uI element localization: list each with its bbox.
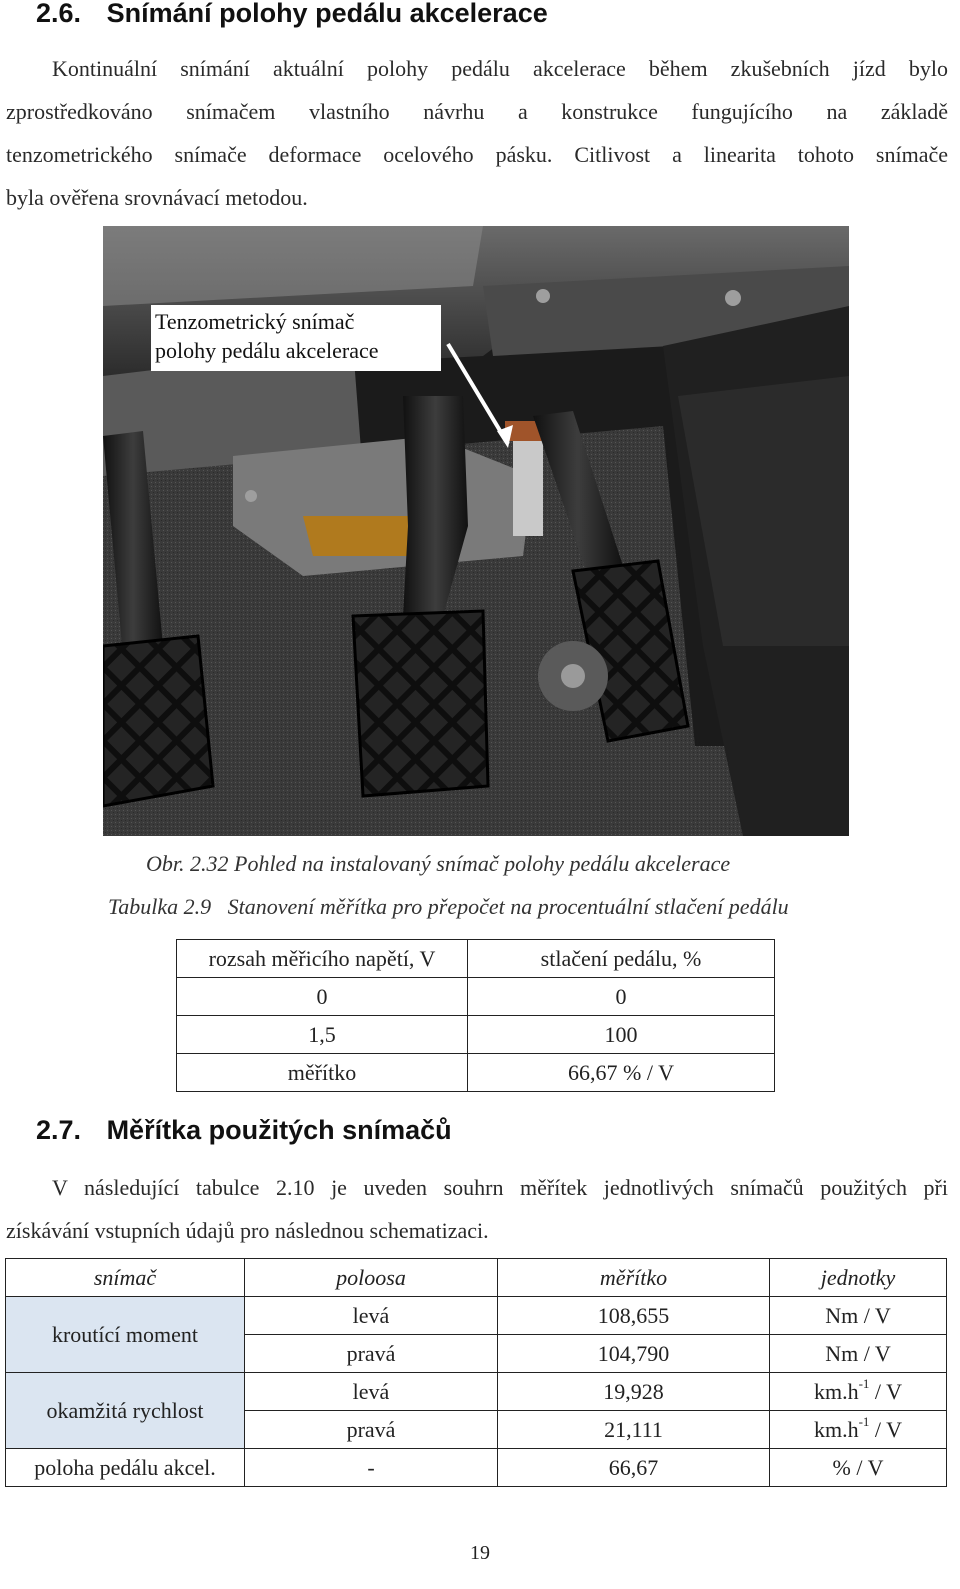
table-cell: 104,790 xyxy=(498,1335,770,1373)
table-cell: pravá xyxy=(245,1411,498,1449)
unit-tail: / V xyxy=(869,1416,903,1442)
table-cell: měřítko xyxy=(177,1054,468,1092)
section-title: Snímání polohy pedálu akcelerace xyxy=(106,0,548,28)
table-cell-unit xyxy=(770,1411,947,1449)
table-header-cell: poloosa xyxy=(245,1259,498,1297)
table-cell: 21,111 xyxy=(498,1411,770,1449)
table-cell: pravá xyxy=(245,1335,498,1373)
table-header-cell: stlačení pedálu, % xyxy=(468,940,775,978)
table-cell: levá xyxy=(245,1297,498,1335)
unit-base: km.h xyxy=(813,1416,859,1442)
sensor-label-line: Tenzometrický snímač xyxy=(155,309,355,334)
scale-table xyxy=(176,939,775,1092)
unit-base: km.h xyxy=(813,1378,859,1404)
table-row xyxy=(6,1297,947,1335)
table-cell: - xyxy=(245,1449,498,1487)
paragraph-line: V následující tabulce 2.10 je uveden souhrn měřítek jednotlivých snímačů použitých při xyxy=(52,1175,948,1200)
paragraph-scales-intro xyxy=(6,1166,948,1252)
section-number: 2.7. xyxy=(36,1115,82,1145)
section-number: 2.6. xyxy=(36,0,82,28)
table-row xyxy=(177,1016,775,1054)
table-row xyxy=(6,1373,947,1411)
sensor-name-cell: poloha pedálu akcel. xyxy=(6,1449,245,1487)
table-row xyxy=(6,1449,947,1487)
table-header-row xyxy=(6,1259,947,1297)
table-cell: levá xyxy=(245,1373,498,1411)
pedal-photo xyxy=(103,226,849,836)
table-cell: % / V xyxy=(770,1449,947,1487)
page-number: 19 xyxy=(470,1542,490,1564)
paragraph-line: tenzometrického snímače deformace ocelového pásku. Citlivost a linearita tohoto snímače xyxy=(6,142,948,167)
table-cell: 0 xyxy=(468,978,775,1016)
section-title: Měřítka použitých snímačů xyxy=(106,1115,452,1145)
table-cell: 1,5 xyxy=(177,1016,468,1054)
table-header-cell: snímač xyxy=(6,1259,245,1297)
paragraph-line: zprostředkováno snímačem vlastního návrhu a konstrukce fungujícího na základě xyxy=(6,99,948,124)
unit-exponent: -1 xyxy=(858,1375,870,1391)
sensor-label-line: polohy pedálu akcelerace xyxy=(155,338,379,363)
table-cell: Nm / V xyxy=(770,1335,947,1373)
unit-exponent: -1 xyxy=(858,1413,870,1429)
table-header-row xyxy=(177,940,775,978)
unit-tail: / V xyxy=(869,1378,903,1404)
table-cell-unit xyxy=(770,1373,947,1411)
sensor-name-cell: okamžitá rychlost xyxy=(6,1373,245,1449)
sensor-label-box xyxy=(151,305,441,371)
table-cell: 100 xyxy=(468,1016,775,1054)
sensor-name-cell: kroutící moment xyxy=(6,1297,245,1373)
paragraph-line: Kontinuální snímání aktuální polohy pedálu akcelerace během zkušebních jízd bylo xyxy=(52,56,948,81)
table-row xyxy=(177,1054,775,1092)
table-cell: Nm / V xyxy=(770,1297,947,1335)
paragraph-line: získávání vstupních údajů pro následnou schematizaci. xyxy=(6,1218,489,1243)
table-cell: 0 xyxy=(177,978,468,1016)
table-cell: 66,67 % / V xyxy=(468,1054,775,1092)
section-heading-2-7 xyxy=(36,1115,452,1146)
table-cell: 19,928 xyxy=(498,1373,770,1411)
section-heading-2-6 xyxy=(36,0,548,29)
table-header-cell: rozsah měřicího napětí, V xyxy=(177,940,468,978)
paragraph-line: byla ověřena srovnávací metodou. xyxy=(6,185,308,210)
table-header-cell: jednotky xyxy=(770,1259,947,1297)
paragraph-pedal-sensor xyxy=(6,47,948,219)
table-cell: 108,655 xyxy=(498,1297,770,1335)
table-cell: 66,67 xyxy=(498,1449,770,1487)
table-header-cell: měřítko xyxy=(498,1259,770,1297)
table-row xyxy=(177,978,775,1016)
sensor-scales-table xyxy=(5,1258,947,1487)
figure-caption: Obr. 2.32 Pohled na instalovaný snímač polohy pedálu akcelerace xyxy=(146,851,731,876)
table-caption: Tabulka 2.9 Stanovení měřítka pro přepočet na procentuální stlačení pedálu xyxy=(108,894,789,919)
